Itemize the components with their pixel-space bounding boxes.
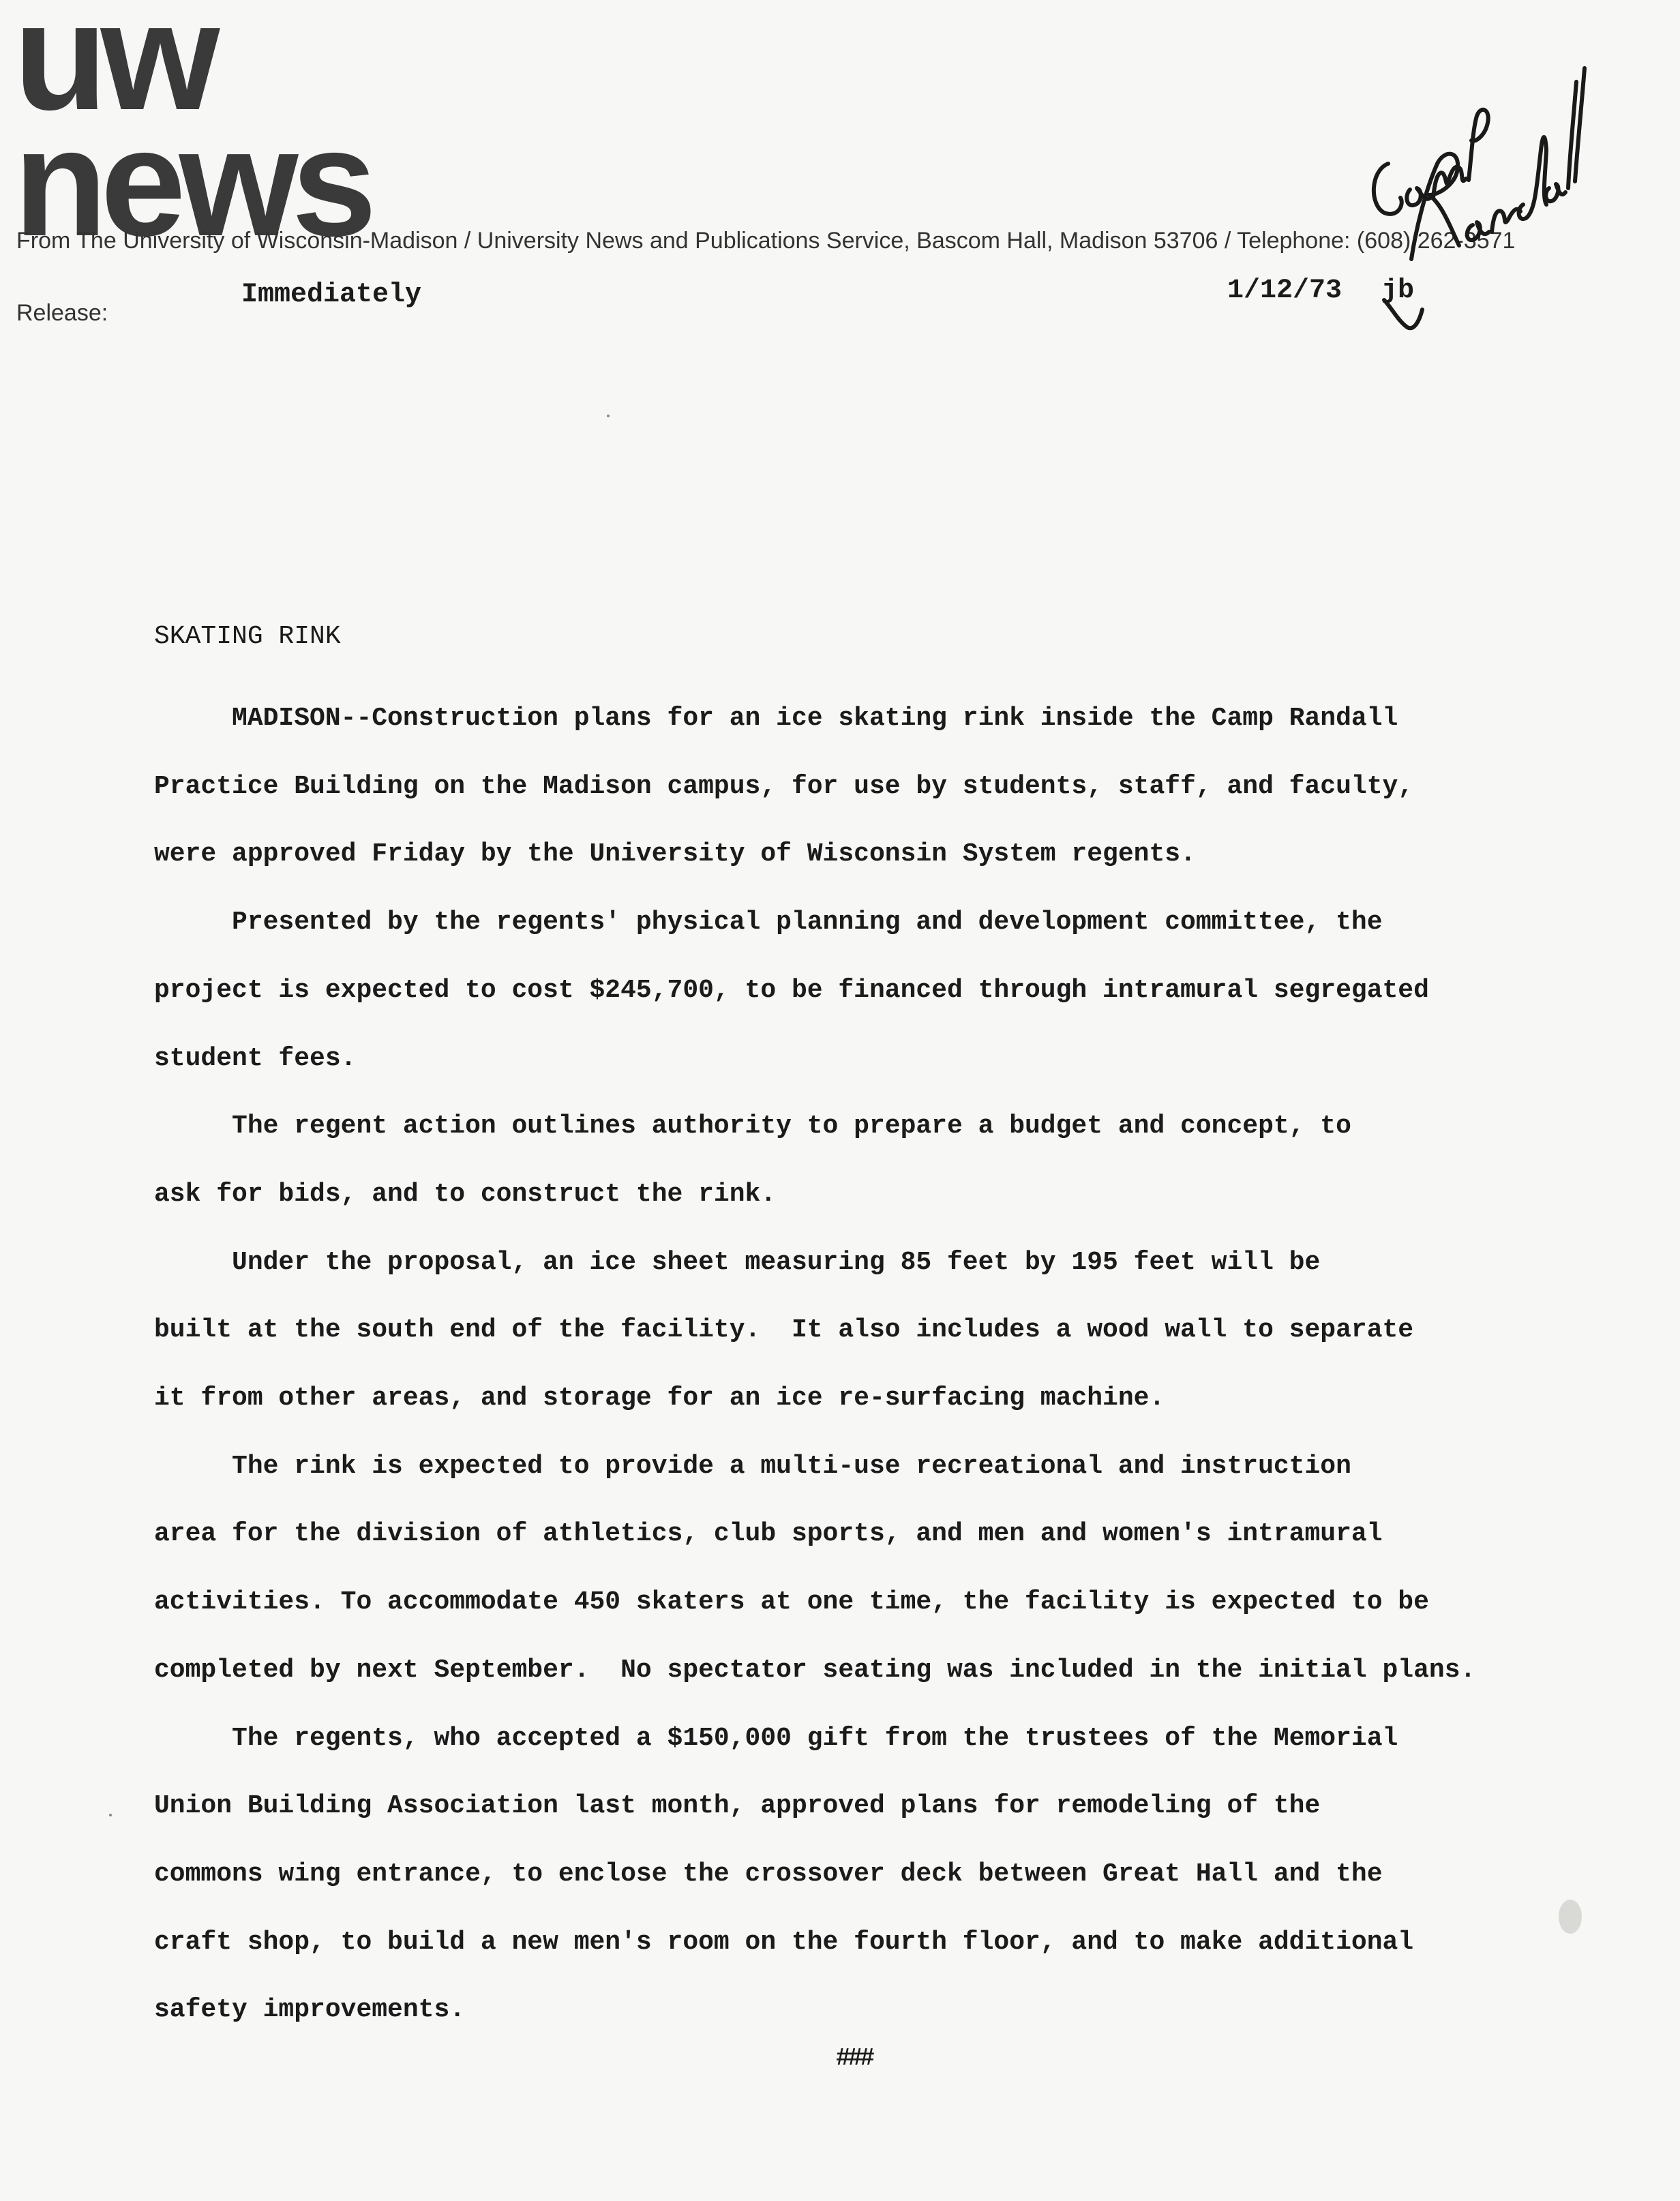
source-address-line: From The University of Wisconsin-Madison / University News and Publications Service, Bascom Hall, Madison 53706 / Telephone: (608) 262-3571 — [16, 228, 1516, 254]
article-body — [154, 685, 1606, 2044]
end-mark: ### — [836, 2044, 872, 2072]
article-line: The regent action outlines authority to prepare a budget and concept, to — [154, 1111, 1351, 1141]
article-line: commons wing entrance, to enclose the crossover deck between Great Hall and the — [154, 1859, 1383, 1889]
article-line: project is expected to cost $245,700, to be financed through intramural segregated — [154, 975, 1429, 1005]
logo-line-uw: uw — [14, 0, 213, 142]
article-line: completed by next September. No spectator seating was included in the initial plans. — [154, 1655, 1476, 1685]
paper-smudge — [1559, 1900, 1582, 1934]
article-line: Under the proposal, an ice sheet measuring 85 feet by 195 feet will be — [154, 1247, 1321, 1277]
article-line: craft shop, to build a new men's room on the fourth floor, and to make additional — [154, 1927, 1414, 1957]
article-line: Practice Building on the Madison campus, for use by students, staff, and faculty, — [154, 771, 1414, 801]
release-label: Release: — [16, 300, 108, 326]
article-line: it from other areas, and storage for an ice re-surfacing machine. — [154, 1383, 1165, 1413]
paper-speck — [109, 1814, 112, 1816]
article-line: student fees. — [154, 1043, 357, 1073]
article-line: area for the division of athletics, club sports, and men and women's intramural — [154, 1519, 1383, 1549]
release-value: Immediately — [241, 280, 422, 310]
logo-line-news: news — [14, 95, 370, 268]
article-slug: SKATING RINK — [154, 622, 341, 651]
article-line: MADISON--Construction plans for an ice skating rink inside the Camp Randall — [154, 704, 1398, 733]
article-line: activities. To accommodate 450 skaters at one time, the facility is expected to be — [154, 1587, 1429, 1617]
article-line: Union Building Association last month, approved plans for remodeling of the — [154, 1791, 1321, 1821]
article-line: built at the south end of the facility. It also includes a wood wall to separate — [154, 1315, 1414, 1345]
release-date: 1/12/73 — [1227, 275, 1342, 306]
article-line: The regents, who accepted a $150,000 gift from the trustees of the Memorial — [154, 1723, 1398, 1753]
paper-speck — [607, 415, 610, 417]
article-line: The rink is expected to provide a multi-use recreational and instruction — [154, 1451, 1351, 1481]
uw-news-logo — [14, 0, 370, 268]
article-line: ask for bids, and to construct the rink. — [154, 1179, 777, 1209]
handwritten-annotation — [1357, 34, 1589, 334]
article-line: were approved Friday by the University of Wisconsin System regents. — [154, 839, 1196, 869]
author-initials: jb — [1381, 275, 1415, 306]
article-line: safety improvements. — [154, 1995, 466, 2025]
article-line: Presented by the regents' physical planning and development committee, the — [154, 908, 1383, 938]
